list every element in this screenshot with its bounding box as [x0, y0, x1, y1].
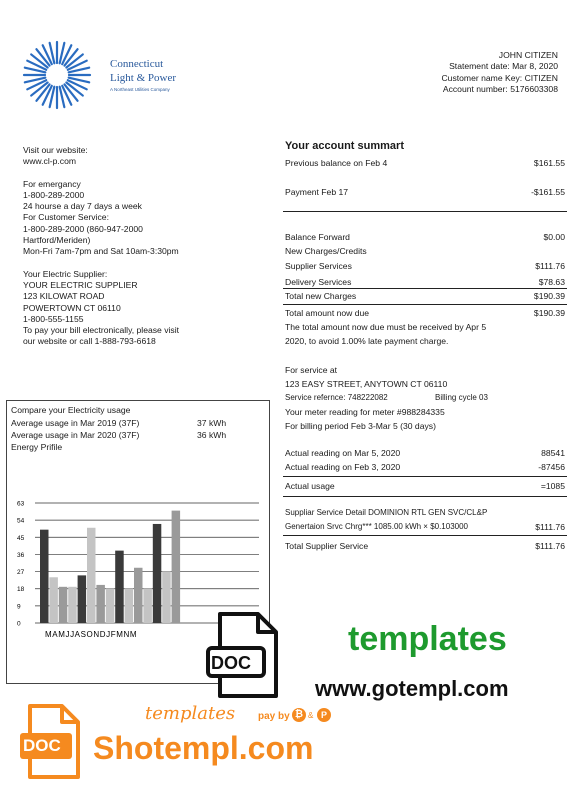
actual-usage-value: =1085	[540, 481, 565, 491]
service-phone: 1-800-289-2000 (860-947-2000	[23, 223, 143, 234]
chart-bar	[162, 572, 171, 623]
new-charges-label: New Charges/Credits	[285, 246, 367, 256]
total-supplier-row	[285, 541, 565, 553]
chart-ytick-label: 36	[17, 551, 25, 559]
chart-bar	[87, 528, 96, 623]
avg-2019-label: Average usage in Mar 2019 (37F)	[11, 418, 140, 428]
divider	[283, 476, 567, 477]
chart-bar	[153, 524, 162, 623]
chart-bar	[172, 511, 181, 623]
service-label: For Customer Service:	[23, 212, 109, 223]
total-new-charges-value: $190.39	[533, 291, 565, 301]
emergency-hours: 24 hourse a day 7 days a week	[23, 201, 142, 212]
payment-row	[285, 187, 565, 199]
chart-bar	[78, 575, 87, 623]
total-due-value: $190.39	[533, 308, 565, 318]
customer-name: JOHN CITIZEN	[498, 50, 558, 60]
chart-bar	[96, 585, 105, 623]
delivery-services-value: $78.63	[538, 277, 565, 287]
chart-ytick-label: 63	[17, 500, 25, 508]
due-note-row	[285, 336, 565, 348]
company-name-line2: Light & Power	[110, 72, 176, 84]
pay-by-label: pay by	[258, 711, 290, 722]
total-new-charges-row	[285, 291, 565, 303]
balance-forward-value: $0.00	[543, 232, 565, 242]
watermark-shop-name: Shotempl.com	[93, 730, 314, 766]
supplier-services-value: $111.76	[535, 261, 565, 271]
supplier-name: YOUR ELECTRIC SUPPLIER	[23, 279, 138, 290]
previous-balance-row	[285, 158, 565, 170]
actual-usage-row	[285, 481, 565, 493]
service-reference-row	[285, 393, 565, 405]
paypal-icon: P	[317, 708, 331, 722]
emergency-label: For emergancy	[23, 178, 81, 189]
supplier-detail-line2: Genertaion Srvc Chrg*** 1085.00 kWh × $0.103000	[285, 522, 469, 531]
actual-feb-label: Actual reading on Feb 3, 2020	[285, 462, 401, 472]
supplier-city: POWERTOWN CT 06110	[23, 302, 121, 313]
previous-balance-label: Previous balance on Feb 4	[285, 158, 388, 168]
total-supplier-value: $111.76	[535, 541, 565, 551]
payment-value: -$161.55	[531, 187, 565, 197]
chart-ytick-label: 18	[17, 586, 25, 594]
company-tagline: A Northeast Utilities Company	[110, 87, 170, 92]
company-name-line1: Connecticut	[110, 58, 164, 70]
chart-ytick-label: 9	[17, 603, 21, 611]
divider	[283, 304, 567, 305]
website-label: Visit our website:	[23, 145, 88, 155]
sunburst-logo-icon	[22, 40, 92, 110]
pay-line2: our website or call 1-888-793-6618	[23, 336, 156, 347]
usage-title: Compare your Electricity usage	[11, 405, 131, 415]
avg-2020-value: 36 kWh	[197, 430, 227, 440]
actual-mar-label: Actual reading on Mar 5, 2020	[285, 448, 401, 458]
actual-feb-row	[285, 462, 565, 474]
actual-mar-value: 88541	[541, 448, 565, 458]
service-area: Hartford/Meriden)	[23, 235, 91, 246]
service-address-row	[285, 379, 565, 391]
avg-2020-label: Average usage in Mar 2020 (37F)	[11, 430, 140, 440]
supplier-detail-line1: Suppliar Service Detail DOMINION RTL GEN SVC/CL&P	[285, 508, 488, 517]
total-new-charges-label: Total new Charges	[285, 291, 357, 301]
total-due-label: Total amount now due	[285, 308, 370, 318]
billing-period: For billing period Feb 3-Mar 5 (30 days)	[285, 421, 436, 431]
balance-forward-label: Balance Forward	[285, 232, 350, 242]
doc-orange-label: DOC	[23, 736, 61, 755]
energy-profile-label: Energy Prifile	[11, 442, 63, 452]
service-at-label: For service at	[285, 365, 338, 375]
supplier-label: Your Electric Supplier:	[23, 268, 108, 279]
total-supplier-label: Total Supplier Service	[285, 541, 369, 551]
service-at-row	[285, 365, 565, 377]
meter-row	[285, 407, 565, 419]
left-info	[23, 145, 253, 348]
supplier-services-label: Supplier Services	[285, 261, 352, 271]
chart-bar	[59, 587, 68, 623]
delivery-services-label: Delivery Services	[285, 277, 352, 287]
watermark-templates: templates	[348, 620, 507, 658]
meter-reading: Your meter reading for meter #988284335	[285, 407, 445, 417]
summary-title: Your account summart	[285, 140, 404, 152]
period-row	[285, 421, 565, 433]
chart-bar	[115, 551, 124, 623]
chart-ytick-label: 27	[17, 569, 25, 577]
divider	[283, 288, 567, 289]
ampersand-icon: &	[308, 711, 314, 720]
new-charges-row	[285, 246, 565, 258]
due-note-line1: The total amount now due must be received by Apr 5	[285, 322, 487, 332]
actual-mar-row	[285, 448, 565, 460]
supplier-services-row	[285, 261, 565, 273]
watermark-script-templates: templates	[145, 703, 236, 724]
avg-2019-value: 37 kWh	[197, 418, 227, 428]
website-link[interactable]: www.cl-p.com	[23, 156, 77, 167]
total-due-row	[285, 308, 565, 320]
divider	[283, 211, 567, 212]
emergency-phone: 1-800-289-2000	[23, 189, 85, 200]
bitcoin-icon: ₿	[292, 708, 306, 722]
company-logo	[22, 40, 192, 110]
chart-ytick-label: 45	[17, 534, 25, 542]
doc-file-label: DOC	[211, 653, 251, 673]
service-reference: Service refernce: 748222082	[285, 393, 388, 402]
supplier-street: 123 KILOWAT ROAD	[23, 291, 105, 302]
chart-bar	[68, 587, 77, 623]
chart-bar	[40, 530, 49, 623]
account-number: Account number: 5176603308	[442, 83, 558, 94]
due-note-row	[285, 322, 565, 334]
chart-ytick-label: 54	[17, 517, 25, 525]
payment-label: Payment Feb 17	[285, 187, 349, 197]
chart-bar	[134, 568, 143, 623]
service-address: 123 EASY STREET, ANYTOWN CT 06110	[285, 379, 448, 389]
supplier-detail-value: $111.76	[535, 522, 565, 532]
chart-bar	[143, 589, 152, 623]
actual-usage-label: Actual usage	[285, 481, 335, 491]
divider	[283, 496, 567, 497]
chart-ytick-label: 0	[17, 620, 21, 628]
chart-bar	[49, 577, 58, 623]
billing-cycle: Billing cycle 03	[435, 393, 488, 402]
due-note-line2: 2020, to avoid 1.00% late payment charge.	[285, 336, 449, 346]
chart-bar	[125, 589, 134, 623]
service-hours: Mon-Fri 7am-7pm and Sat 10am-3:30pm	[23, 246, 179, 257]
statement-date: Statement date: Mar 8, 2020	[449, 61, 558, 72]
chart-bar	[106, 589, 115, 623]
supplier-phone: 1-800-555-1155	[23, 313, 84, 324]
customer-key: Customer name Key: CITIZEN	[441, 72, 558, 83]
customer-header	[298, 50, 558, 95]
supplier-detail-row	[285, 522, 565, 534]
watermark-domain: www.gotempl.com	[315, 676, 509, 701]
pay-line1: To pay your bill electronically, please visit	[23, 325, 180, 336]
divider	[283, 535, 567, 536]
supplier-detail-row	[285, 508, 565, 520]
actual-feb-value: -87456	[538, 462, 565, 472]
previous-balance-value: $161.55	[533, 158, 565, 168]
balance-forward-row	[285, 232, 565, 244]
chart-x-axis-labels: MAMJJASONDJFMNM	[45, 630, 138, 639]
